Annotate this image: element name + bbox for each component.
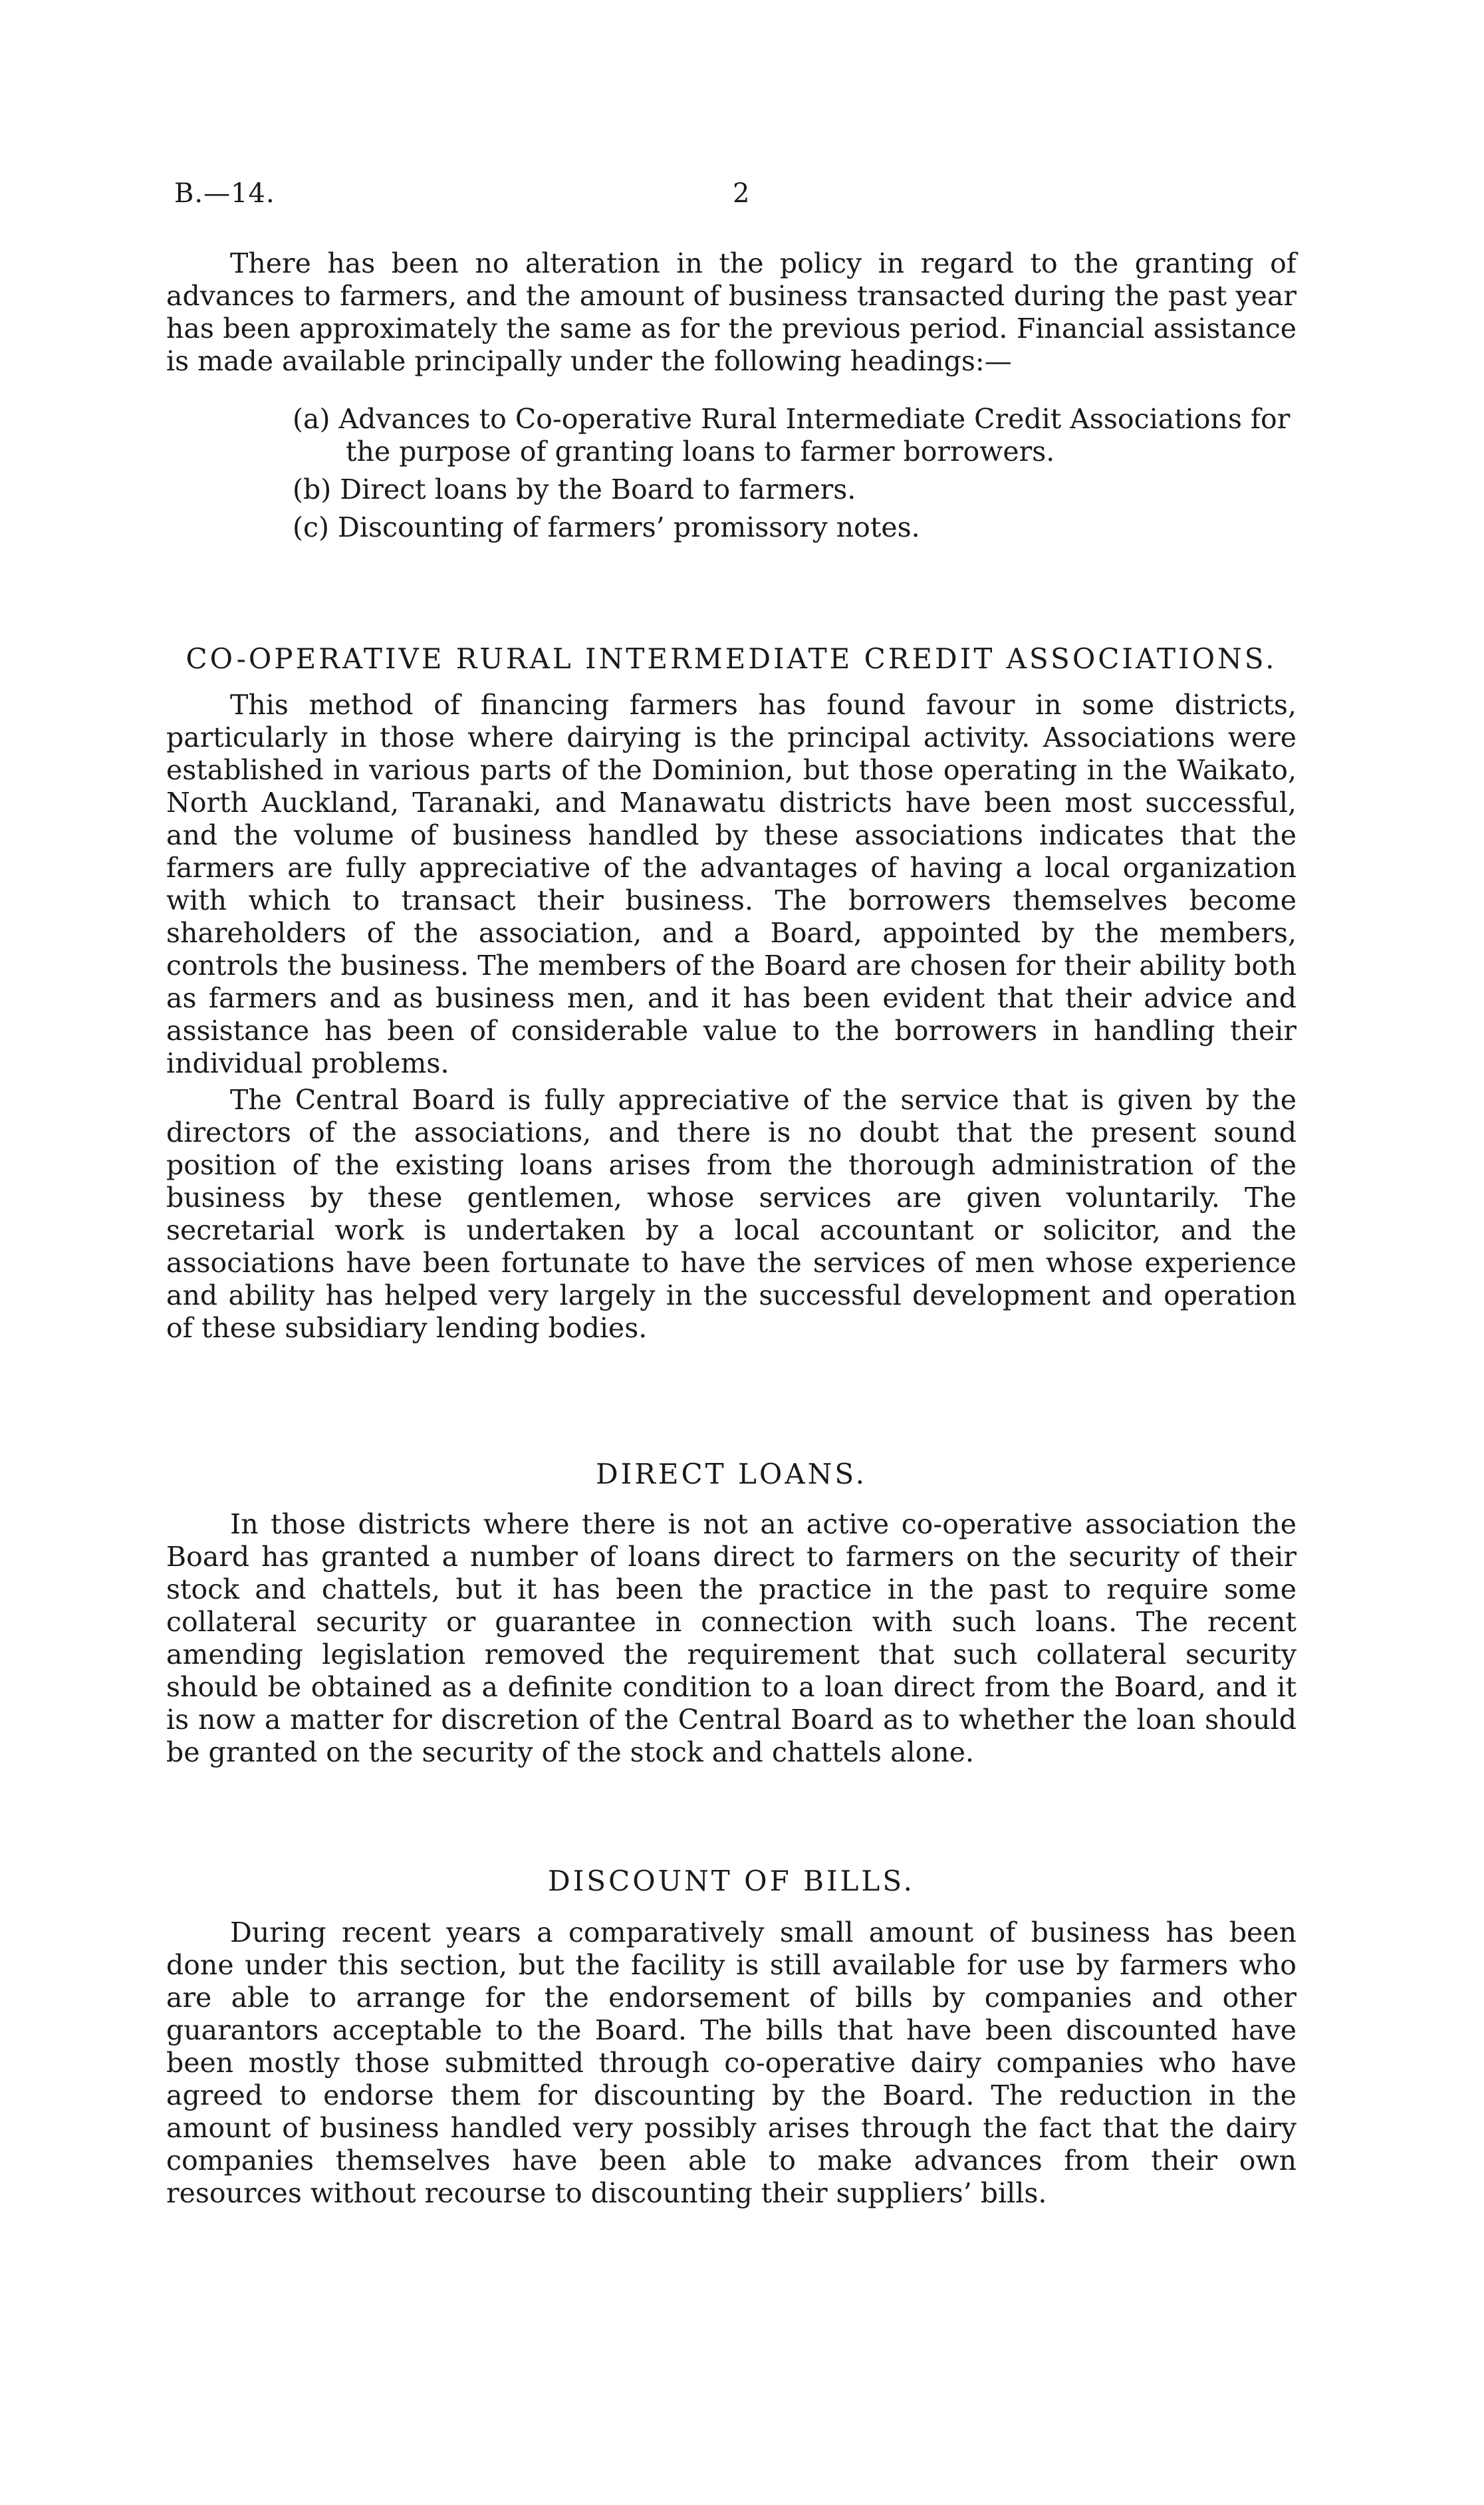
- intro-block: [166, 247, 1297, 378]
- list-item: (b) Direct loans by the Board to farmers.: [293, 473, 856, 505]
- page-header: [174, 178, 1318, 218]
- page-number: 2: [733, 178, 751, 209]
- section-heading-direct-loans: DIRECT LOANS.: [595, 1458, 868, 1490]
- discount-of-bills-body: [166, 1916, 1297, 2210]
- paragraph: In those districts where there is not an active co-operative association the Board has granted a number of loans direct to farmers on the security of their stock and chattels, but it has been the practice in the past to require some collateral security or guarantee in connection with such loans. The recent amending legislation removed the requirement that such collateral security should be obtained as a definite condition to a loan direct from the Board, and it is now a matter for discretion of the Central Board as to whether the loan should be granted on the security of the stock and chattels alone.: [166, 1508, 1297, 1768]
- list-item: (c) Discounting of farmers’ promissory notes.: [293, 511, 920, 543]
- direct-loans-body: [166, 1508, 1297, 1769]
- cooperative-section-body: [166, 689, 1297, 1345]
- paragraph: This method of financing farmers has found favour in some districts, particularly in those where dairying is the principal activity. Associations were established in various parts of the Dominion, but those operating in the Waikato, North Auckland, Taranaki, and Manawatu districts have been most successful, and the volume of business handled by these associations indicates that the farmers are fully appreciative of the advantages of having a local organization with which to transact their business. The borrowers themselves become shareholders of the association, and a Board, appointed by the members, controls the business. The members of the Board are chosen for their ability both as farmers and as business men, and it has been evident that their advice and assistance has been of considerable value to the borrowers in handling their individual problems.: [166, 689, 1297, 1079]
- document-reference: B.—14.: [174, 178, 275, 209]
- paragraph: The Central Board is fully appreciative of the service that is given by the directors of the associations, and there is no doubt that the present sound position of the existing loans arises from the thorough administration of the business by these gentlemen, whose services are given voluntarily. The secretarial work is undertaken by a local accountant or solicitor, and the associations have been fortunate to have the services of men whose experience and ability has helped very largely in the successful development and operation of these subsidiary lending bodies.: [166, 1084, 1297, 1344]
- paragraph: During recent years a comparatively small amount of business has been done under this section, but the facility is still available for use by farmers who are able to arrange for the endorsement of bills by companies and other guarantors acceptable to the Board. The bills that have been discounted have been mostly those submitted through co-operative dairy companies who have agreed to endorse them for discounting by the Board. The reduction in the amount of business handled very possibly arises through the fact that the dairy companies themselves have been able to make advances from their own resources without recourse to discounting their suppliers’ bills.: [166, 1916, 1297, 2209]
- financing-headings-list: [293, 403, 1303, 549]
- list-item: (a) Advances to Co-operative Rural Intermediate Credit Associations for the purpose of granting loans to farmer borrowers.: [293, 403, 1291, 467]
- section-heading-cooperative: CO-OPERATIVE RURAL INTERMEDIATE CREDIT ASSOCIATIONS.: [186, 642, 1277, 675]
- intro-paragraph: There has been no alteration in the policy in regard to the granting of advances to farmers, and the amount of business transacted during the past year has been approximately the same as for the previous period. Financial assistance is made available principally under the following headings:—: [166, 247, 1297, 377]
- section-heading-discount-of-bills: DISCOUNT OF BILLS.: [548, 1865, 915, 1897]
